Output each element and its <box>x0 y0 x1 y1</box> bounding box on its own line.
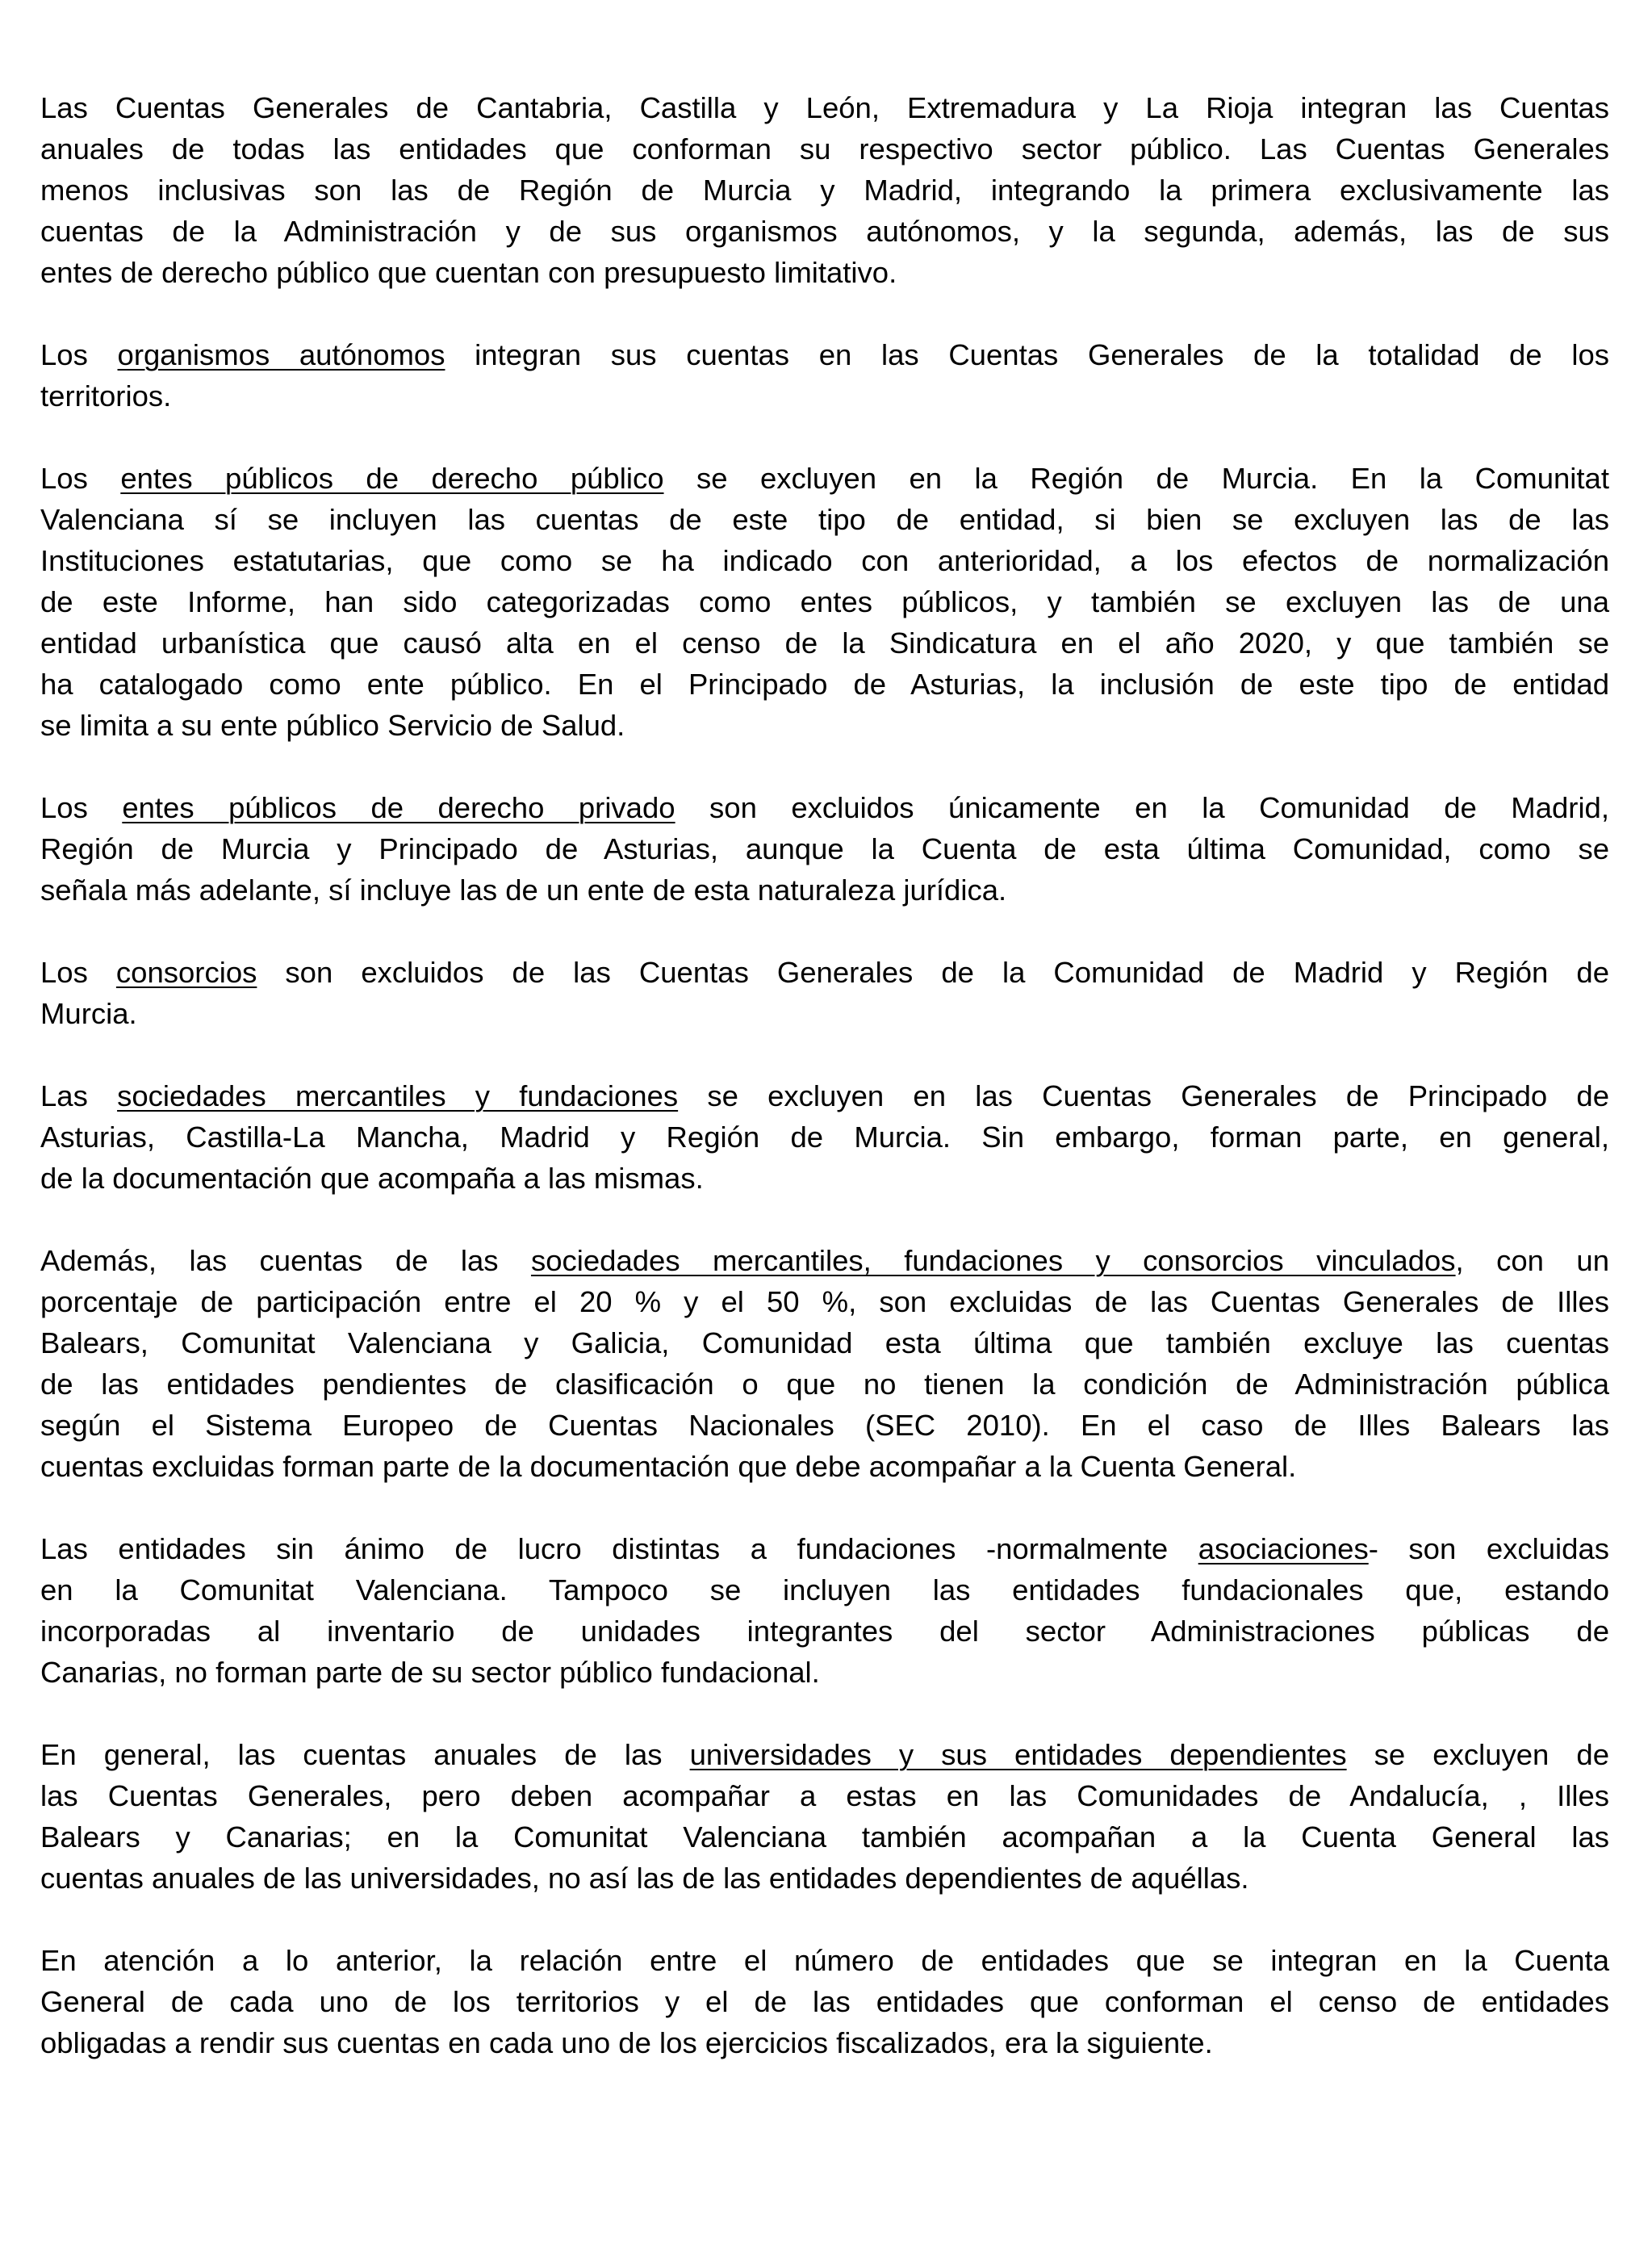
text-line <box>40 1363 1609 1405</box>
text-segment: incorporadas al inventario de unidades integrantes del sector Administraciones públicas de <box>40 1615 1609 1648</box>
text-line <box>40 1816 1609 1858</box>
text-line <box>40 664 1609 705</box>
underlined-term: consorcios <box>115 956 257 989</box>
text-segment: las Cuentas Generales, pero deben acompañar a estas en las Comunidades de Andalucía, , Illes <box>40 1779 1609 1812</box>
text-line <box>40 1405 1609 1446</box>
text-segment: en la Comunitat Valenciana. Tampoco se incluyen las entidades fundacionales que, estando <box>40 1573 1609 1606</box>
text-segment: de las entidades pendientes de clasificación o que no tienen la condición de Administración pública <box>40 1368 1609 1401</box>
text-segment: Las <box>40 1079 118 1112</box>
text-line <box>40 1446 1609 1487</box>
text-segment: Canarias, no forman parte de su sector público fundacional. <box>40 1656 820 1689</box>
text-segment: Las entidades sin ánimo de lucro distintas a fundaciones -normalmente <box>40 1532 1198 1565</box>
paragraph <box>40 952 1609 1034</box>
text-segment: se excluyen en la Región de Murcia. En la Comunitat <box>663 462 1609 495</box>
text-segment: Murcia. <box>40 997 137 1030</box>
paragraph <box>40 334 1609 417</box>
text-segment: entidad urbanística que causó alta en el censo de la Sindicatura en el año 2020, y que también se <box>40 626 1609 660</box>
underlined-term: organismos autónomos <box>117 338 445 371</box>
text-segment: integran sus cuentas en las Cuentas Generales de la totalidad de los <box>445 338 1609 371</box>
text-line <box>40 1569 1609 1611</box>
paragraph <box>40 787 1609 911</box>
text-segment: Valenciana sí se incluyen las cuentas de este tipo de entidad, si bien se excluyen las de las <box>40 503 1609 536</box>
text-line <box>40 705 1609 746</box>
text-segment: obligadas a rendir sus cuentas en cada uno de los ejercicios fiscalizados, era la siguiente. <box>40 2026 1213 2059</box>
paragraph <box>40 1528 1609 1693</box>
text-line <box>40 1734 1609 1775</box>
text-line <box>40 1158 1609 1199</box>
paragraph <box>40 458 1609 746</box>
paragraph <box>40 1940 1609 2063</box>
text-line <box>40 2022 1609 2063</box>
text-segment: porcentaje de participación entre el 20 % y el 50 %, son excluidas de las Cuentas Generales de Illes <box>40 1285 1609 1318</box>
text-segment: señala más adelante, sí incluye las de un ente de esta naturaleza jurídica. <box>40 873 1007 907</box>
text-segment: entes de derecho público que cuentan con presupuesto limitativo. <box>40 256 897 289</box>
paragraph <box>40 1075 1609 1199</box>
text-line <box>40 540 1609 581</box>
text-line <box>40 1611 1609 1652</box>
text-segment: territorios. <box>40 379 172 413</box>
text-line <box>40 252 1609 293</box>
text-segment: según el Sistema Europeo de Cuentas Nacionales (SEC 2010). En el caso de Illes Balears las <box>40 1409 1609 1442</box>
text-line <box>40 787 1609 828</box>
text-segment: Los <box>40 956 116 989</box>
text-segment: Balears, Comunitat Valenciana y Galicia, Comunidad esta última que también excluye las cuentas <box>40 1326 1609 1359</box>
text-line <box>40 1116 1609 1158</box>
text-segment: se limita a su ente público Servicio de Salud. <box>40 709 625 742</box>
text-segment: Los <box>40 791 123 824</box>
text-line <box>40 993 1609 1034</box>
text-line <box>40 828 1609 869</box>
text-segment: - son excluidas <box>1368 1532 1609 1565</box>
paragraph <box>40 87 1609 293</box>
text-segment: se excluyen en las Cuentas Generales de Principado de <box>678 1079 1609 1112</box>
text-line <box>40 869 1609 911</box>
paragraph <box>40 1240 1609 1487</box>
text-line <box>40 87 1609 128</box>
text-segment: En general, las cuentas anuales de las <box>40 1738 690 1771</box>
text-segment: anuales de todas las entidades que conforman su respectivo sector público. Las Cuentas Generales <box>40 132 1609 165</box>
text-segment: cuentas anuales de las universidades, no así las de las entidades dependientes de aquéllas. <box>40 1862 1249 1895</box>
text-segment: Los <box>40 462 121 495</box>
text-line <box>40 1075 1609 1116</box>
underlined-term: sociedades mercantiles, fundaciones y consorcios vinculados <box>530 1244 1456 1277</box>
text-line <box>40 170 1609 211</box>
text-line <box>40 1528 1609 1569</box>
text-segment: En atención a lo anterior, la relación entre el número de entidades que se integran en la Cuenta <box>40 1944 1609 1977</box>
text-line <box>40 1281 1609 1322</box>
text-segment: General de cada uno de los territorios y el de las entidades que conforman el censo de entidades <box>40 1985 1609 2018</box>
text-segment: , con un <box>1455 1244 1609 1277</box>
text-segment: de este Informe, han sido categorizadas como entes públicos, y también se excluyen las de una <box>40 585 1609 618</box>
text-line <box>40 1775 1609 1816</box>
text-line <box>40 375 1609 417</box>
underlined-term: universidades y sus entidades dependientes <box>689 1738 1347 1771</box>
text-line <box>40 1858 1609 1899</box>
text-segment: Región de Murcia y Principado de Asturias, aunque la Cuenta de esta última Comunidad, como se <box>40 832 1609 865</box>
underlined-term: entes públicos de derecho privado <box>122 791 675 824</box>
text-segment: son excluidos únicamente en la Comunidad de Madrid, <box>675 791 1609 824</box>
text-segment: Asturias, Castilla-La Mancha, Madrid y Región de Murcia. Sin embargo, forman parte, en general, <box>40 1120 1609 1154</box>
text-line <box>40 458 1609 499</box>
text-segment: cuentas de la Administración y de sus organismos autónomos, y la segunda, además, las de sus <box>40 215 1609 248</box>
text-segment: de la documentación que acompaña a las mismas. <box>40 1162 704 1195</box>
document-body <box>40 87 1609 2105</box>
text-line <box>40 952 1609 993</box>
text-line <box>40 1240 1609 1281</box>
text-line <box>40 334 1609 375</box>
text-segment: menos inclusivas son las de Región de Murcia y Madrid, integrando la primera exclusivamente las <box>40 174 1609 207</box>
text-segment: ha catalogado como ente público. En el Principado de Asturias, la inclusión de este tipo de entidad <box>40 668 1609 701</box>
underlined-term: asociaciones <box>1198 1532 1369 1565</box>
text-line <box>40 1322 1609 1363</box>
underlined-term: entes públicos de derecho público <box>120 462 664 495</box>
text-line <box>40 622 1609 664</box>
text-segment: se excluyen de <box>1346 1738 1609 1771</box>
text-segment: Las Cuentas Generales de Cantabria, Castilla y León, Extremadura y La Rioja integran las Cuentas <box>40 91 1609 124</box>
text-line <box>40 211 1609 252</box>
text-segment: Además, las cuentas de las <box>40 1244 531 1277</box>
text-segment: Instituciones estatutarias, que como se ha indicado con anterioridad, a los efectos de normalización <box>40 544 1609 577</box>
text-segment: Los <box>40 338 118 371</box>
underlined-term: sociedades mercantiles y fundaciones <box>117 1079 679 1112</box>
paragraph <box>40 1734 1609 1899</box>
text-segment: cuentas excluidas forman parte de la documentación que debe acompañar a la Cuenta General. <box>40 1450 1297 1483</box>
text-segment: Balears y Canarias; en la Comunitat Valenciana también acompañan a la Cuenta General las <box>40 1820 1609 1854</box>
text-segment: son excluidos de las Cuentas Generales de la Comunidad de Madrid y Región de <box>257 956 1609 989</box>
text-line <box>40 1981 1609 2022</box>
text-line <box>40 1940 1609 1981</box>
text-line <box>40 1652 1609 1693</box>
text-line <box>40 128 1609 170</box>
text-line <box>40 581 1609 622</box>
text-line <box>40 499 1609 540</box>
